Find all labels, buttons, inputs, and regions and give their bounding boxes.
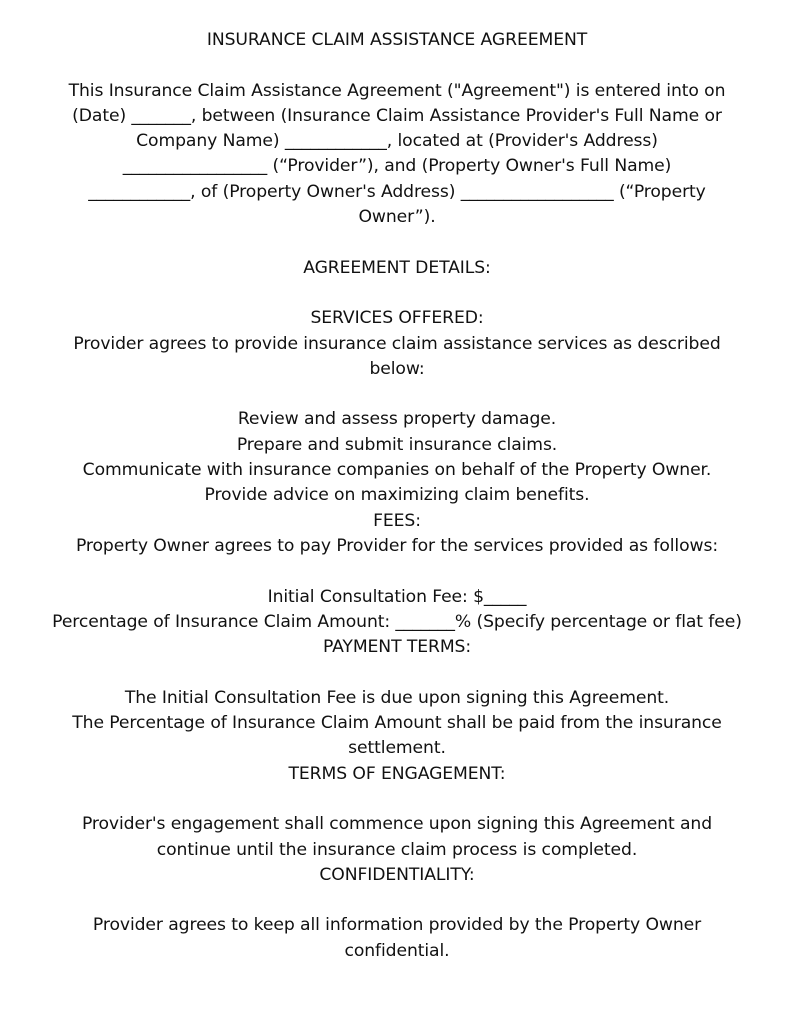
fee-item: Percentage of Insurance Claim Amount: _______% (Specify percentage or flat fee) — [52, 611, 742, 632]
spacer — [38, 382, 756, 407]
payment-terms-line: settlement. — [348, 738, 446, 759]
intro-line: ____________, of (Property Owner's Address) __________________ (“Property — [88, 181, 706, 202]
service-item: Prepare and submit insurance claims. — [236, 434, 558, 455]
spacer — [38, 888, 756, 913]
fees-intro: Property Owner agrees to pay Provider for the services provided as follows: — [75, 535, 719, 556]
confidentiality-line: confidential. — [344, 940, 450, 961]
confidentiality-section — [38, 863, 756, 964]
agreement-details-heading: AGREEMENT DETAILS: — [303, 257, 491, 278]
terms-of-engagement-line: continue until the insurance claim process is completed. — [156, 839, 638, 860]
intro-line: This Insurance Claim Assistance Agreement ("Agreement") is entered into on — [68, 80, 726, 101]
spacer — [38, 281, 756, 306]
confidentiality-heading: CONFIDENTIALITY: — [319, 864, 475, 885]
payment-terms-line: The Initial Consultation Fee is due upon signing this Agreement. — [124, 687, 670, 708]
intro-line: _________________ (“Provider”), and (Property Owner's Full Name) — [122, 156, 672, 177]
terms-of-engagement-section — [38, 762, 756, 863]
fee-item: Initial Consultation Fee: $_____ — [267, 586, 527, 607]
services-intro-line: below: — [369, 358, 425, 379]
service-item: Provide advice on maximizing claim benefits. — [204, 485, 590, 506]
service-item: Communicate with insurance companies on behalf of the Property Owner. — [82, 460, 712, 481]
terms-of-engagement-line: Provider's engagement shall commence upon signing this Agreement and — [81, 814, 713, 835]
spacer — [38, 787, 756, 812]
spacer — [38, 660, 756, 685]
spacer — [38, 230, 756, 255]
intro-paragraph — [38, 79, 756, 231]
document-title: INSURANCE CLAIM ASSISTANCE AGREEMENT — [206, 30, 588, 50]
confidentiality-line: Provider agrees to keep all information provided by the Property Owner — [92, 915, 702, 936]
spacer — [38, 559, 756, 584]
services-section — [38, 306, 756, 508]
spacer — [38, 53, 756, 78]
services-heading: SERVICES OFFERED: — [310, 308, 484, 329]
services-intro-line: Provider agrees to provide insurance claim assistance services as described — [73, 333, 721, 354]
fees-section — [38, 509, 756, 635]
intro-line: Company Name) ____________, located at (Provider's Address) — [136, 131, 658, 152]
service-item: Review and assess property damage. — [237, 409, 557, 430]
payment-terms-line: The Percentage of Insurance Claim Amount shall be paid from the insurance — [72, 713, 722, 734]
fees-heading: FEES: — [373, 510, 421, 531]
payment-terms-section — [38, 635, 756, 761]
intro-line: Owner”). — [358, 207, 436, 228]
payment-terms-heading: PAYMENT TERMS: — [322, 637, 472, 658]
intro-line: (Date) _______, between (Insurance Claim Assistance Provider's Full Name or — [72, 105, 722, 126]
terms-of-engagement-heading: TERMS OF ENGAGEMENT: — [288, 763, 506, 784]
